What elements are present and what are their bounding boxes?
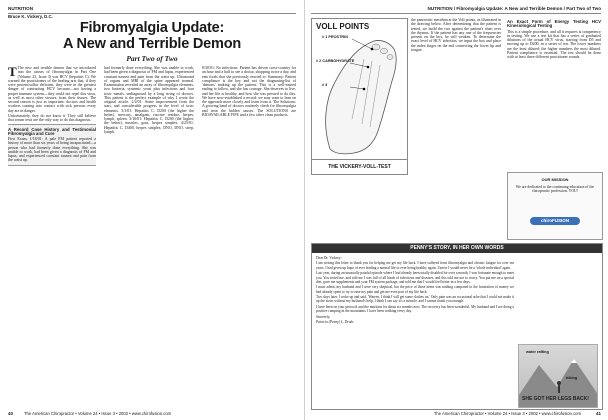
paragraph: Unfortunately, they do not know it. They still believe that serum tests are the only way to do this diagnosis. bbox=[8, 113, 96, 123]
left-column-3 bbox=[202, 66, 296, 406]
case-history-text: First Exam, 1/18/01: A pale FM patient reported a history of more than six years of being incapacitated—a person who had formerly done everything. She was unable to work, had been given a diagnosis of FM and lupus, and experienced constant nausea and pain from the waist up. bbox=[8, 137, 96, 163]
page-number-right: 41 bbox=[595, 411, 601, 416]
mission-callout bbox=[507, 172, 603, 240]
left-running-title: NUTRITION bbox=[8, 6, 34, 11]
story-paragraph: I am writing this letter to thank you for helping me get my life back. I have suffered from fibromyalgia and chronic fatigue for over ten years. I had given up hope of ever leading a normal life or ever being healthy again. I knew I would never be a 'whole individual' again. bbox=[316, 261, 514, 270]
foot-illustration bbox=[312, 29, 407, 159]
story-paragraph: I have been on your protocol and the nutrition for about six months now. The recovery has been wonderful. My husband and I are doing a positive camping in the mountains. I have been walking every day. bbox=[316, 304, 514, 314]
left-footer: The American Chiropractor • Volume 24 • Issue 3 • 2002 • www.chirofusion.com bbox=[24, 411, 172, 416]
right-column-mid bbox=[411, 18, 501, 238]
story-paragraph: Last year, during an unusually painful episode where I had already been totally disabled for over a month, I was fortunate enough to meet you. You tested me, and told me I was full of all kinds of infections and diseases, and this told me not to worry. You put me on a special diet, gave me supplements and your FM system package, and told me that I would feel better in a few days. bbox=[316, 271, 514, 284]
intro-text: The new and terrible demon that we introduced into the causes of fibromyalgia in Part One (Volume 23, Issue 3) was HCV (hepatitis C). We warned the practitioners of the healing arts that, if they were protein/sulfur deficient, they were in the greatest danger of contracting HCV because—not having a proper immune system—they could not repel this virus, as well as most other viruses, from their tissues. The second reason is just as important: doctors and health workers coming into contact with sick persons every day are in danger. bbox=[8, 66, 96, 113]
story-paragraph: I must admit, my husband and I were very skeptical, but the price of those items was nothing compared to the frustration of money we had already spent to try to ease my pain and get me even part of my life back. bbox=[316, 285, 514, 294]
left-column-2 bbox=[104, 66, 194, 406]
article-subtitle: Part Two of Two bbox=[126, 54, 178, 63]
right-running-header: NUTRITION / Fibromyalgia Update: A New and Terrible Demon / Part Two of Two bbox=[311, 4, 601, 14]
article-title-line1: Fibromyalgia Update: bbox=[79, 20, 225, 36]
penny-story-box bbox=[311, 243, 603, 410]
kinesiology-heading: An Exact Form of Energy Testing HCV Kinesiological Testing bbox=[507, 19, 601, 29]
right-column-right bbox=[507, 18, 601, 168]
chirofusion-logo: chiroFUSION bbox=[530, 217, 580, 225]
figure-label-2: # 2 CARBOHYDRATE bbox=[316, 59, 355, 63]
right-page bbox=[304, 0, 608, 420]
left-column-1 bbox=[8, 66, 96, 406]
column-text: had formerly done everything. She was unable to work, had been given a diagnosis of FM and lupus, experienced constant nausea and pain from the waist up. Ultrasound of organs and MRI of the spine appeared normal. Examination revealed an array of fibromyalgia elements, two bacteria, systemic yeast plus infections and four toxic metals, undiagnosed by a long string of doctors. This patient is the perfect example of why I wrote the original article. 2/2/01: Some improvement from the start, and considerable progress in the level of toxic elements. 3/1/01: Hepatitis C, D200 (the higher the better), mercury, amalgam, vaccine residue, herpes, lymph, spleen. 3/16/01: Hepatitis C, D200 (the higher, the better), measles, gout, herpes simplex. 4/25/01: Hepatitis C, D400, herpes simplex, DNO, DNO, strep, lymph. bbox=[104, 66, 194, 134]
byline: Bruce K. Vickery, D.C. bbox=[8, 14, 53, 19]
drop-cap: T bbox=[8, 66, 17, 79]
mission-text: We are dedicated to the continuing education of the chiropractic profession. YOU! bbox=[515, 185, 595, 194]
case-history-box bbox=[8, 124, 96, 166]
right-footer: The American Chiropractor • Volume 24 • Issue 3 • 2002 • www.chirofusion.com bbox=[433, 411, 581, 416]
bubble-water-rafting: water rafting bbox=[526, 350, 549, 354]
article-title-line2: A New and Terrible Demon bbox=[62, 36, 242, 52]
story-closing: Sincerely, bbox=[316, 314, 331, 319]
bubble-hiking: hiking bbox=[566, 376, 578, 380]
figure-title: VOLL POINTS bbox=[316, 22, 370, 31]
figure-caption: THE VICKERY-VOLL-TEST bbox=[312, 159, 407, 174]
column-text: the pancreatic meridian at the Voll points, as illustrated in the drawing below. After determining that the patient is tested, we build the two against the patient's chart over the thymus. If the patient has any one of the frequencies present on the box, he will weaken. To determine the exact level of HCV infection, we input the box and place the index finger on the end connecting the lower lip and tongue. bbox=[411, 18, 501, 52]
story-heading: PENNY'S STORY, IN HER OWN WORDS bbox=[312, 244, 602, 253]
voll-points-figure bbox=[311, 18, 408, 175]
column-text: 8/30/01: No infections. Patient has driven cross-country for an hour and a half to see a doctor, shopping twice a day, and eats foods that she previously reacted to. Summary: Patient compliance is the key and not the diagnosing-list of 'demons' making up the patient. This is a well-earned ending to follow, and she has courage. She deserves to live, and her life is healthy, and how she was pressed to do this. We have now-established a record: we may want to lean on the approach more closely and learn from it. The Solutions: A growing band of doctors routinely check for fibromyalgia and treat the hidden causes. The SOLUTIONS are BIOAVAILABLE FIFE and a few other clean products. bbox=[202, 66, 296, 117]
column-text: This is a simple procedure, and all it requires is competency in testing. We use a test kit that has a series of graduated dilutions of the actual HCV virus, starting from D5 and moving up to D200, in a series of ten. The lower numbers are the least diluted; the higher numbers the most diluted. Patient compliance is essential. The test should be done with at least three different practitioner rounds. bbox=[507, 29, 601, 59]
story-text bbox=[316, 256, 514, 406]
story-paragraph: Two days later, I woke up and said, 'Warren, I think I will get some clothes on.' Only pain was an occasional ache that I could not make it up the stairs without my husband's help. I think I can say it's a miracle, and I cannot thank you enough. bbox=[316, 295, 514, 304]
she-got-her-legs-back: SHE GOT HER LEGS BACK! bbox=[522, 396, 589, 402]
page-number-left: 40 bbox=[8, 411, 14, 416]
intro-paragraph bbox=[8, 66, 96, 113]
figure-label-1: # 1 PROSTRIN bbox=[322, 35, 348, 39]
left-running-header bbox=[8, 4, 296, 14]
mission-title: OUR MISSION bbox=[541, 177, 569, 182]
case-history-heading: A Record Case History and Testimonial Fibromyalgia and Cure bbox=[8, 126, 96, 136]
story-salutation: Dear Dr. Vickery: bbox=[316, 256, 342, 260]
story-signature: Patricia (Penny) L. Drake bbox=[316, 320, 354, 325]
figure-label-3: # 3 bbox=[322, 83, 328, 87]
